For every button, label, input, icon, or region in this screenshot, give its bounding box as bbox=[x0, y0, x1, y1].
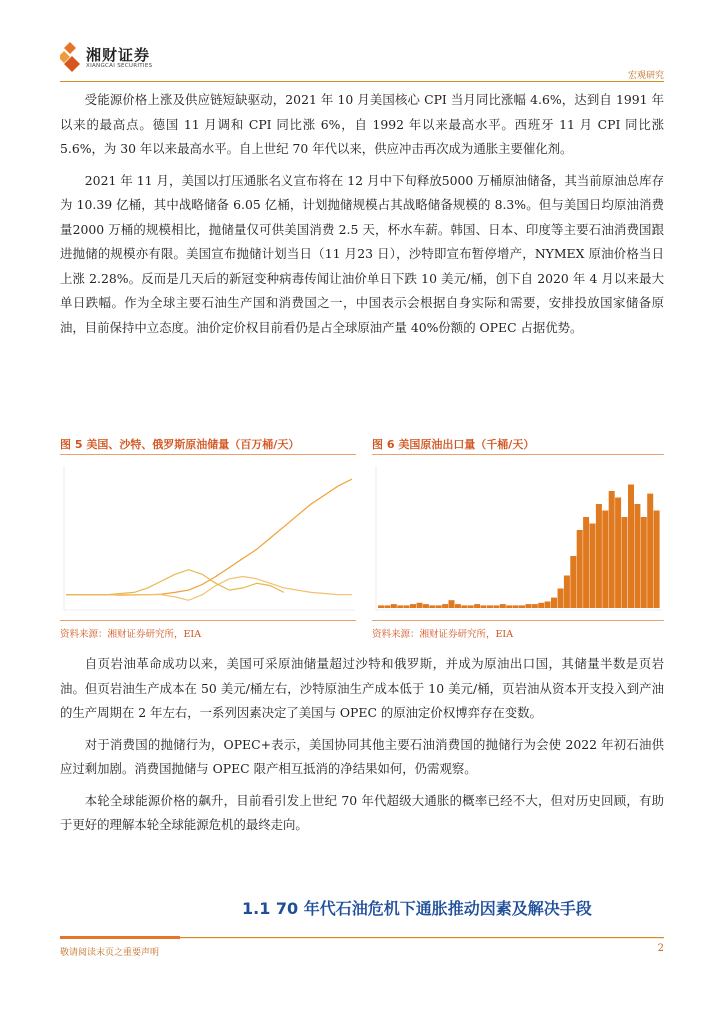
page-number: 2 bbox=[657, 943, 664, 954]
series-bar bbox=[397, 605, 403, 608]
series-bar bbox=[647, 494, 653, 608]
footer-divider bbox=[60, 936, 664, 940]
series-bar bbox=[532, 604, 538, 608]
series-bar bbox=[410, 604, 416, 608]
series-bar bbox=[468, 605, 474, 608]
series-bar bbox=[602, 511, 608, 609]
series-bar bbox=[391, 604, 397, 608]
header-divider bbox=[60, 81, 664, 82]
series-bar bbox=[558, 589, 564, 609]
figure-5-chart bbox=[60, 458, 356, 616]
series-bar bbox=[384, 605, 390, 608]
series-bar bbox=[519, 605, 525, 608]
figure-5-bottom-rule bbox=[60, 620, 356, 621]
series-bar bbox=[506, 605, 512, 608]
series-bar bbox=[596, 504, 602, 608]
paragraph: 本轮全球能源价格的飙升，目前看引发上世纪 70 年代超级大通胀的概率已经不大，但对历史回顾，有助于更好的理解本轮全球能源危机的最终走向。 bbox=[60, 792, 664, 832]
body-text-bottom bbox=[60, 652, 664, 845]
series-bar bbox=[500, 604, 506, 608]
series-bar bbox=[551, 598, 557, 608]
figure-5-title: 图 5 美国、沙特、俄罗斯原油储量（百万桶/天） bbox=[60, 438, 300, 451]
series-bar bbox=[564, 576, 570, 609]
series-bar bbox=[525, 604, 531, 608]
series-bar bbox=[628, 485, 634, 609]
series-bar bbox=[474, 604, 480, 608]
figure-6-bottom-rule bbox=[372, 620, 664, 621]
series-line-3 bbox=[66, 570, 284, 595]
series-bar bbox=[577, 530, 583, 608]
series-bar bbox=[513, 605, 519, 608]
series-bar bbox=[417, 603, 423, 608]
figure-6-title-rule bbox=[372, 454, 664, 455]
paragraph: 自页岩油革命成功以来，美国可采原油储量超过沙特和俄罗斯，并成为原油出口国，其储量半数是页岩油。但页岩油生产成本在 50 美元/桶左右，沙特原油生产成本低于 10 美元/桶，页岩油从资本开支投入到产油的生产周期在 2 年左右，一系列因素决定了美国与 OPEC 的原油定价权博弈存在变数。 bbox=[60, 656, 664, 720]
series-bar bbox=[615, 498, 621, 609]
series-bar bbox=[487, 605, 493, 608]
series-bar bbox=[429, 605, 435, 608]
body-text-top bbox=[60, 88, 664, 347]
report-type-label: 宏观研究 bbox=[627, 71, 664, 81]
series-bar bbox=[378, 605, 384, 608]
series-bar bbox=[545, 602, 551, 609]
figure-5-title-rule bbox=[60, 454, 356, 455]
logo-chinese-name: 湘财证券 bbox=[86, 46, 151, 64]
section-heading: 1.1 70 年代石油危机下通胀推动因素及解决手段 bbox=[242, 899, 592, 918]
series-bar bbox=[634, 504, 640, 608]
series-bar bbox=[493, 605, 499, 608]
figure-6-source: 资料来源：湘财证券研究所，EIA bbox=[372, 629, 514, 640]
series-bar bbox=[461, 605, 467, 608]
figure-6-chart bbox=[372, 458, 664, 616]
series-bar bbox=[590, 524, 596, 609]
series-bar bbox=[436, 605, 442, 608]
series-bar bbox=[442, 604, 448, 608]
company-logo-icon bbox=[60, 42, 82, 72]
series-bar bbox=[654, 511, 660, 609]
paragraph: 对于消费国的抛储行为，OPEC+表示，美国协同其他主要石油消费国的抛储行为会使 2022 年初石油供应过剩加剧。消费国抛储与 OPEC 限产相互抵消的净结果如何，仍需观察。 bbox=[60, 736, 664, 776]
series-bar bbox=[538, 603, 544, 608]
paragraph: 2021 年 11 月，美国以打压通胀名义宣布将在 12 月中下旬释放5000 万桶原油储备，其当前原油总库存为 10.39 亿桶，其中战略储备 6.05 亿桶，计划抛储规模占其战略储备规模的 8.3%。但与美国日均原油消费量2000 万桶的规模相比，抛储量仅可供美国消费 2.5 天，杯水车薪。韩国、日本、印度等主要石油消费国跟进抛储的规模亦有限。美国宣布抛储计划当日（11 月23 日），沙特即宣布暂停增产，NYMEX 原油价格当日上涨 2.28%。反而是几天后的新冠变种病毒传闻让油价单日下跌 10 美元/桶，创下自 2020 年 4 月以来最大单日跌幅。作为全球主要石油生产国和消费国之一，中国表示会根据自身实际和需要，安排投放国家储备原油，目前保持中立态度。油价定价权目前看仍是占全球原油产量 40%份额的 OPEC 占据优势。 bbox=[60, 172, 664, 335]
series-bar bbox=[423, 604, 429, 608]
series-bar bbox=[641, 517, 647, 608]
series-line-1 bbox=[66, 479, 352, 595]
figure-5-source: 资料来源：湘财证券研究所，EIA bbox=[60, 629, 202, 640]
figure-6-title: 图 6 美国原油出口量（千桶/天） bbox=[372, 438, 535, 451]
series-bar bbox=[404, 605, 410, 608]
series-bar bbox=[583, 517, 589, 608]
paragraph: 受能源价格上涨及供应链短缺驱动，2021 年 10 月美国核心 CPI 当月同比涨幅 4.6%，达到自 1991 年以来的最高点。德国 11 月调和 CPI 同比涨 6%，自 1992 年以来最高水平。西班牙 11 月 CPI 同比涨 5.6%，为 30 年以来最高水平。自上世纪 70 年代以来，供应冲击再次成为通胀主要催化剂。 bbox=[60, 92, 664, 156]
logo-english-name: XIANGCAI SECURITIES bbox=[86, 63, 153, 69]
series-bar bbox=[622, 517, 628, 608]
series-bar bbox=[570, 556, 576, 608]
series-bar bbox=[449, 600, 455, 608]
series-bar bbox=[455, 604, 461, 608]
footer-disclaimer: 敬请阅读末页之重要声明 bbox=[60, 948, 160, 958]
series-bar bbox=[609, 491, 615, 608]
series-bar bbox=[481, 605, 487, 608]
